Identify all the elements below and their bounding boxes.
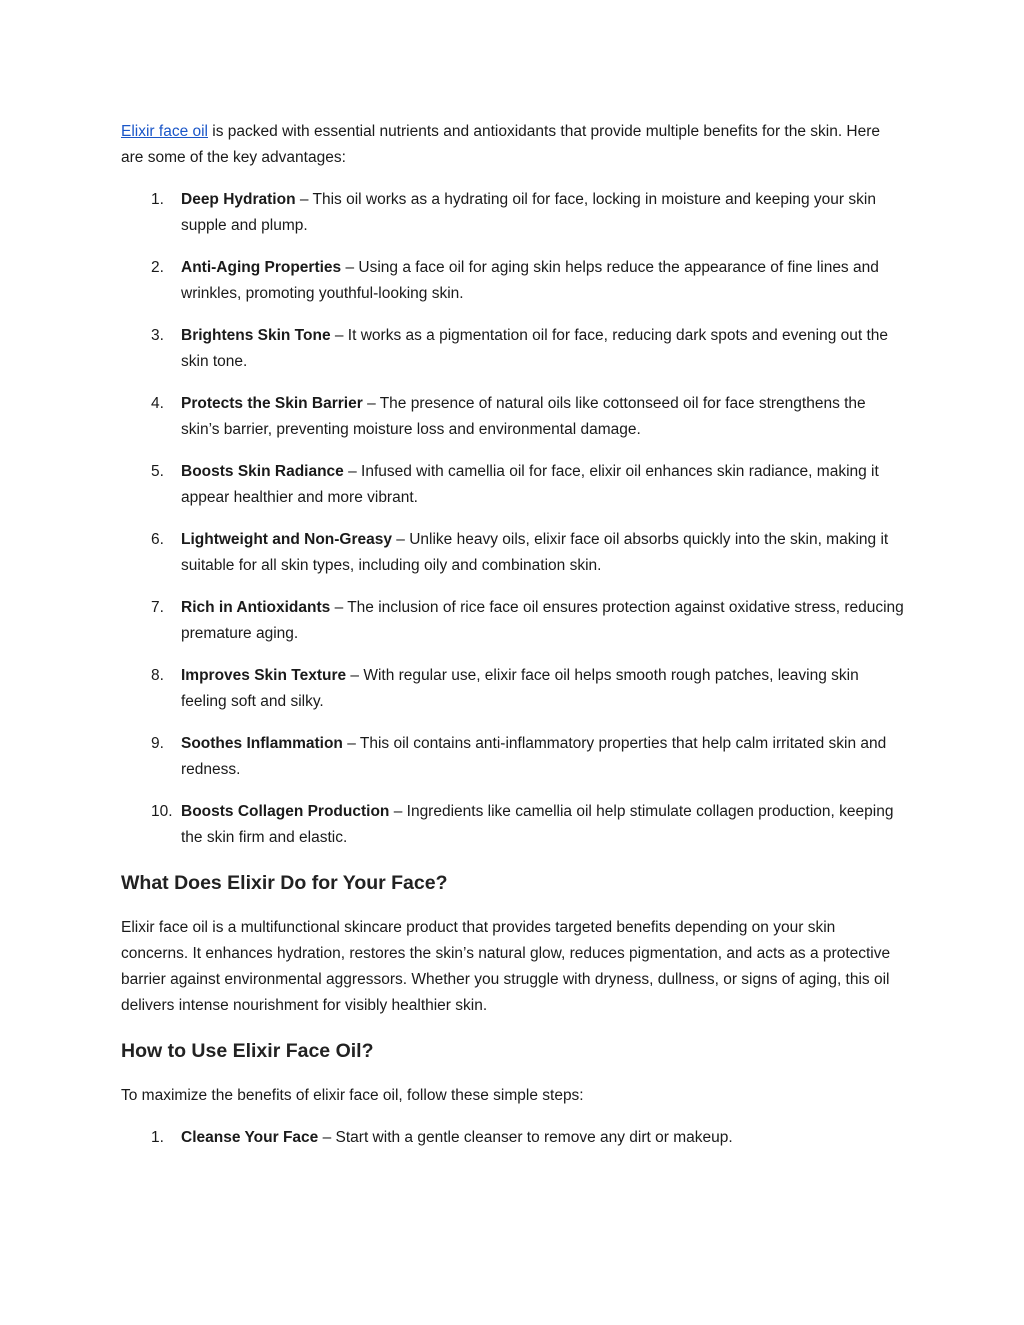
steps-list [121, 1125, 905, 1151]
benefit-text: – Using a face oil for aging skin helps reduce the appearance of fine lines and wrinkles, promoting youthful-looking skin. [181, 259, 879, 302]
list-number: 6. [151, 531, 164, 548]
benefit-title: Boosts Skin Radiance [181, 463, 344, 480]
list-item [121, 255, 905, 307]
how-section-heading: How to Use Elixir Face Oil? [121, 1040, 374, 1062]
list-item [121, 799, 905, 851]
list-item [121, 731, 905, 783]
list-item [121, 323, 905, 375]
benefit-text: – It works as a pigmentation oil for face, reducing dark spots and evening out the skin tone. [181, 327, 889, 370]
benefit-title: Soothes Inflammation [181, 735, 343, 752]
list-number: 2. [151, 259, 164, 276]
list-number: 7. [151, 599, 164, 616]
list-number: 3. [151, 327, 164, 344]
benefit-text: – This oil contains anti-inflammatory properties that help calm irritated skin and redness. [181, 735, 887, 778]
benefit-title: Boosts Collagen Production [181, 803, 390, 820]
list-item [121, 391, 905, 443]
benefit-text: – Ingredients like camellia oil help stimulate collagen production, keeping the skin firm and elastic. [181, 803, 894, 846]
benefit-text: – This oil works as a hydrating oil for face, locking in moisture and keeping your skin supple and plump. [181, 191, 876, 234]
list-number: 1. [151, 191, 164, 208]
list-number: 9. [151, 735, 164, 752]
list-number: 5. [151, 463, 164, 480]
benefit-title: Improves Skin Texture [181, 667, 347, 684]
benefits-list [121, 187, 905, 851]
how-section-intro: To maximize the benefits of elixir face oil, follow these simple steps: [121, 1087, 584, 1104]
list-item [121, 1125, 905, 1151]
benefit-text: – Unlike heavy oils, elixir face oil absorbs quickly into the skin, making it suitable for all skin types, including oily and combination skin. [181, 531, 889, 574]
benefit-text: – With regular use, elixir face oil helps smooth rough patches, leaving skin feeling soft and silky. [181, 667, 859, 710]
step-text: – Start with a gentle cleanser to remove any dirt or makeup. [318, 1129, 733, 1146]
intro-text: is packed with essential nutrients and antioxidants that provide multiple benefits for the skin. Here are some of the key advantages: [121, 123, 881, 166]
list-item [121, 187, 905, 239]
step-title: Cleanse Your Face [181, 1129, 319, 1146]
list-number: 8. [151, 667, 164, 684]
benefit-text: – The presence of natural oils like cottonseed oil for face strengthens the skin’s barrier, preventing moisture loss and environmental damage. [181, 395, 866, 438]
benefit-title: Anti-Aging Properties [181, 259, 342, 276]
list-item [121, 663, 905, 715]
benefit-text: – Infused with camellia oil for face, elixir oil enhances skin radiance, making it appear healthier and more vibrant. [181, 463, 879, 506]
benefit-title: Deep Hydration [181, 191, 296, 208]
list-item [121, 527, 905, 579]
what-section-heading: What Does Elixir Do for Your Face? [121, 872, 448, 894]
document-page [121, 119, 905, 1167]
intro-paragraph [121, 119, 905, 171]
list-item [121, 459, 905, 511]
benefit-title: Lightweight and Non-Greasy [181, 531, 392, 548]
list-item [121, 595, 905, 647]
benefit-title: Brightens Skin Tone [181, 327, 331, 344]
list-number: 4. [151, 395, 164, 412]
benefit-title: Rich in Antioxidants [181, 599, 331, 616]
list-number: 1. [151, 1129, 164, 1146]
elixir-face-oil-link[interactable]: Elixir face oil [121, 123, 208, 140]
benefit-text: – The inclusion of rice face oil ensures protection against oxidative stress, reducing premature aging. [181, 599, 904, 642]
benefit-title: Protects the Skin Barrier [181, 395, 363, 412]
what-section-body: Elixir face oil is a multifunctional skincare product that provides targeted benefits depending on your skin concerns. It enhances hydration, restores the skin’s natural glow, reduces pigmentation, and acts as a protective barrier against environmental aggressors. Whether you struggle with dryness, dullness, or signs of aging, this oil delivers intense nourishment for visibly healthier skin. [121, 919, 891, 1014]
list-number: 10. [151, 803, 173, 820]
